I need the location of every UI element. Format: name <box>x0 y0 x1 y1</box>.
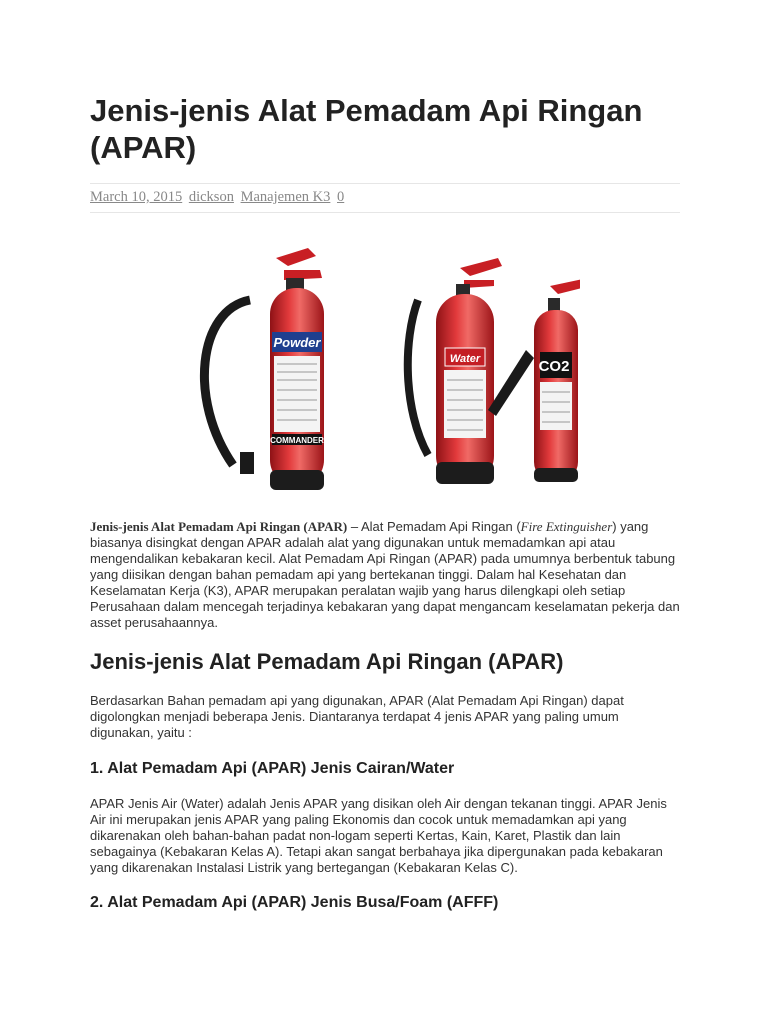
subheading-foam: 2. Alat Pemadam Api (APAR) Jenis Busa/Foam (AFFF) <box>90 894 499 911</box>
divider <box>90 212 680 213</box>
intro-lead: Jenis-jenis Alat Pemadam Api Ringan (APAR) <box>90 519 348 534</box>
water-extinguisher <box>408 258 502 484</box>
fire-extinguishers-image <box>188 240 580 492</box>
powder-extinguisher <box>204 248 324 490</box>
section-heading: Jenis-jenis Alat Pemadam Api Ringan (APAR) <box>90 649 564 674</box>
intro-text-1: – Alat Pemadam Api Ringan ( <box>347 519 521 534</box>
divider <box>90 183 680 184</box>
author-link[interactable]: dickson <box>188 189 234 205</box>
page-title: Jenis-jenis Alat Pemadam Api Ringan (APAR) <box>90 93 643 165</box>
comments-link[interactable]: 0 <box>337 189 345 205</box>
water-paragraph: APAR Jenis Air (Water) adalah Jenis APAR yang disikan oleh Air dengan tekanan tinggi. APAR Jenis Air ini merupakan jenis APAR yang paling Ekonomis dan cocok untuk memadamkan api yang dikarenakan oleh bahan-bahan padat non-logam seperti Kertas, Kain, Karet, Plastik dan lain sebagainya (Kebakaran Kelas A). Tetapi akan sangat berbahaya jika dipergunakan pada kebakaran yang dikarenakan Instalasi Listrik yang bertegangan (Kebakaran Kelas C). <box>90 796 667 875</box>
co2-extinguisher <box>488 278 580 482</box>
section-intro: Berdasarkan Bahan pemadam api yang digunakan, APAR (Alat Pemadam Api Ringan) dapat digolongkan menjadi beberapa Jenis. Diantaranya terdapat 4 jenis APAR yang paling umum digunakan, yaitu : <box>90 693 624 740</box>
commander-brand: COMMANDER <box>270 436 324 445</box>
category-link[interactable]: Manajemen K3 <box>240 189 331 205</box>
intro-paragraph <box>90 519 680 631</box>
powder-label: Powder <box>273 335 321 350</box>
intro-term: Fire Extinguisher <box>520 519 613 534</box>
water-label: Water <box>449 353 481 365</box>
subheading-water: 1. Alat Pemadam Api (APAR) Jenis Cairan/Water <box>90 760 455 777</box>
post-date-link[interactable]: March 10, 2015 <box>90 189 183 205</box>
post-meta <box>90 189 347 206</box>
co2-label: CO2 <box>538 358 570 375</box>
intro-text-2: ) yang biasanya disingkat dengan APAR adalah alat yang digunakan untuk memadamkan api atau mengendalikan kebakaran kecil. Alat Pemadam Api Ringan (APAR) pada umumnya berbentuk tabung yang diisikan dengan bahan pemadam api yang bertekanan tinggi. Dalam hal Kesehatan dan Keselamatan Kerja (K3), APAR merupakan peralatan wajib yang harus dilengkapi oleh setiap Perusahaan dalam mencegah terjadinya kebakaran yang dapat mengancam keselamatan pekerja dan asset perusahaannya. <box>90 519 680 630</box>
